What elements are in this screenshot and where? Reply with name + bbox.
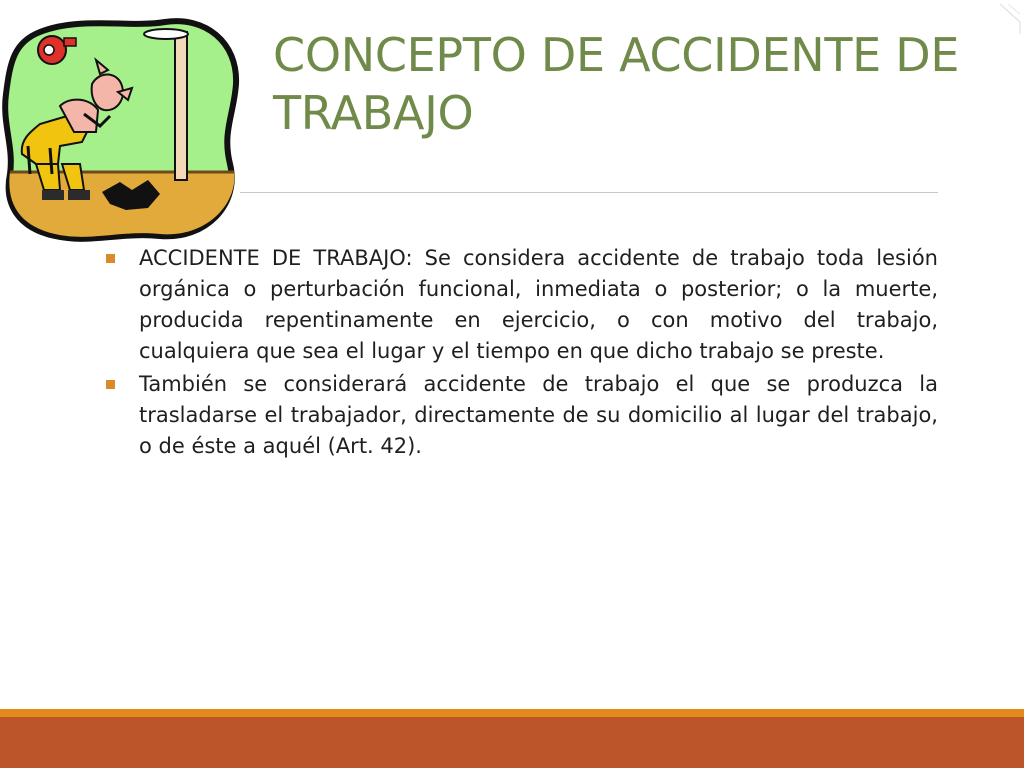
footer-bar (0, 717, 1024, 768)
list-item (103, 243, 938, 367)
list-item (103, 369, 938, 462)
bullet-text: ACCIDENTE DE TRABAJO: Se considera accidente de trabajo toda lesión orgánica o perturbación funcional, inmediata o posterior; o la muerte, producida repentinamente en ejercicio, o con motivo del trabajo, cualquiera que sea el lugar y el tiempo en que dicho trabajo se preste. (139, 246, 938, 363)
slide-title: CONCEPTO DE ACCIDENTE DE TRABAJO (273, 28, 960, 140)
title-divider (240, 192, 938, 193)
injured-worker-clipart-icon (0, 14, 245, 246)
bullet-list (103, 243, 938, 464)
bullet-text: También se considerará accidente de trabajo el que se produzca la trasladarse el trabajador, directamente de su domicilio al lugar del trabajo, o de éste a aquél (Art. 42). (139, 372, 938, 458)
footer-accent-stripe (0, 709, 1024, 717)
square-bullet-icon (106, 380, 115, 389)
square-bullet-icon (106, 254, 115, 263)
